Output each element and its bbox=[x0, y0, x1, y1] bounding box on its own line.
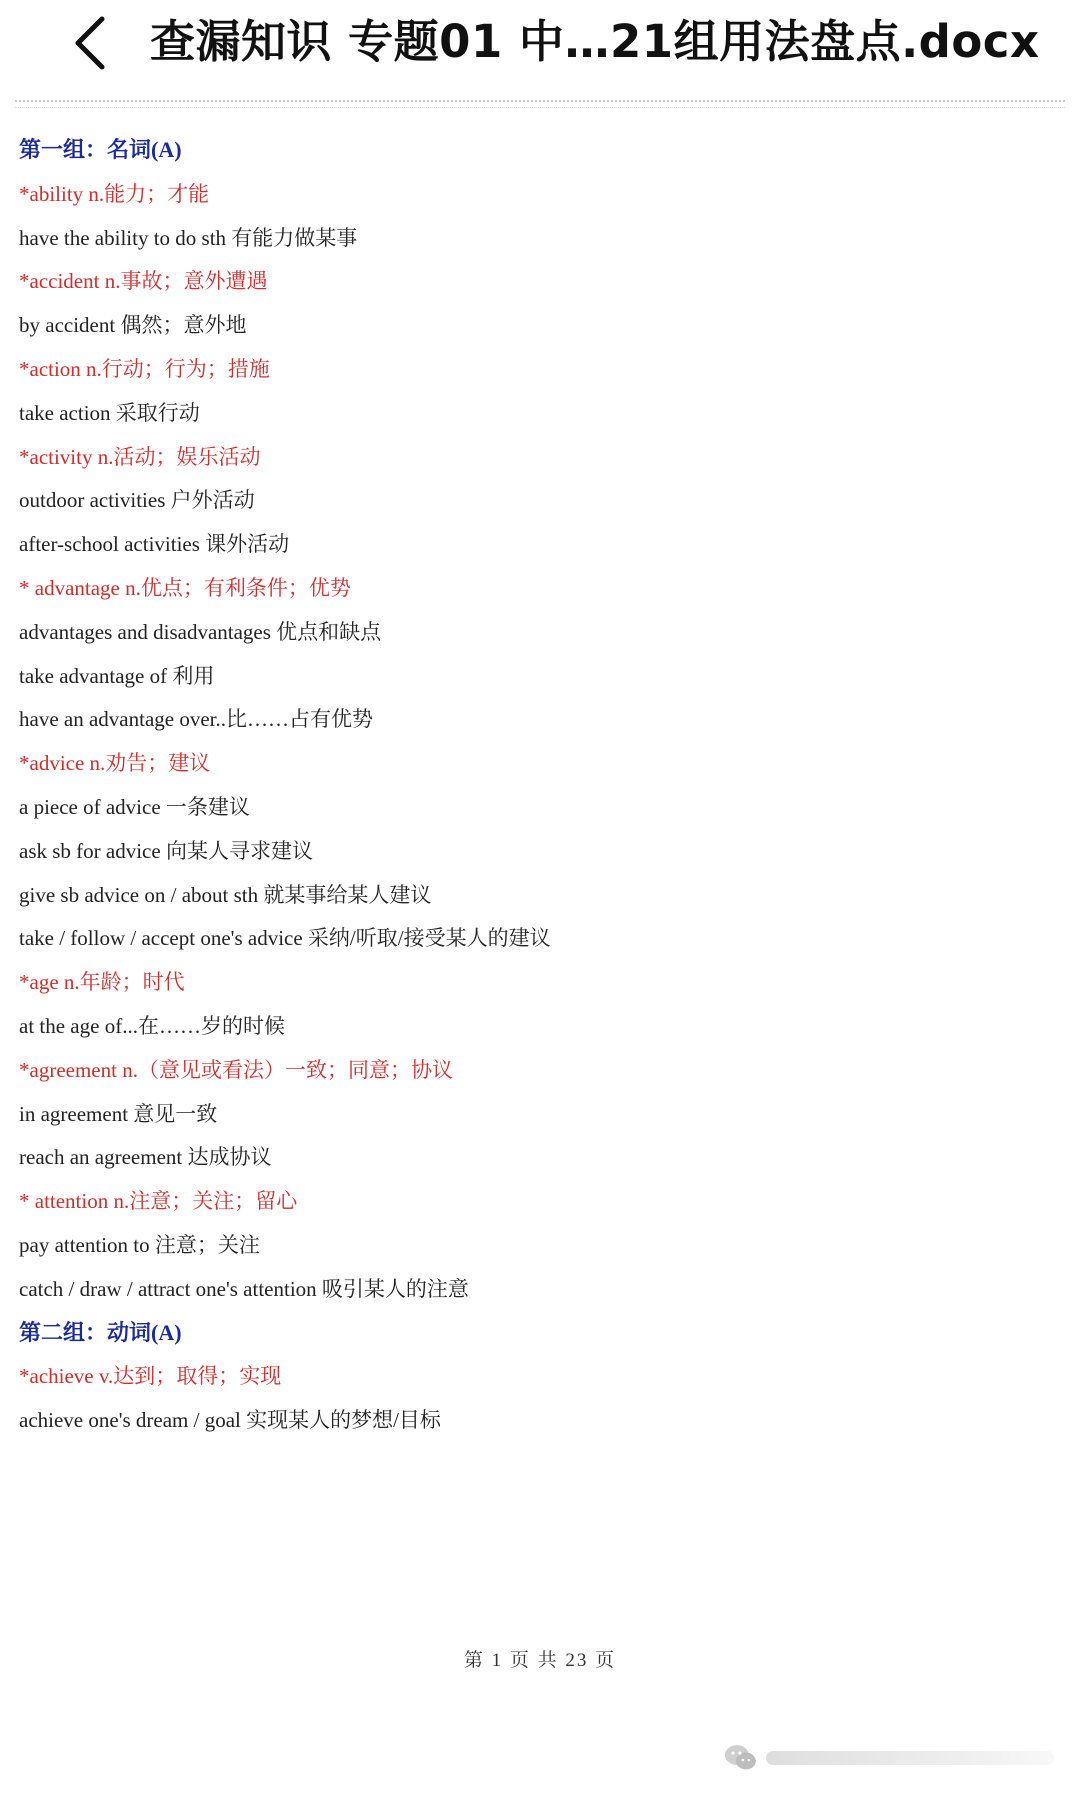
usage-line: give sb advice on / about sth 就某事给某人建议 bbox=[19, 883, 432, 907]
vocab-entry: *ability n.能力；才能 bbox=[19, 182, 210, 206]
vocab-entry: * attention n.注意；关注；留心 bbox=[19, 1189, 298, 1213]
vocab-entry: * advantage n.优点；有利条件；优势 bbox=[19, 576, 351, 600]
usage-line: at the age of...在……岁的时候 bbox=[19, 1014, 285, 1038]
usage-line: take action 采取行动 bbox=[19, 401, 200, 425]
vocab-entry: *agreement n.（意见或看法）一致；同意；协议 bbox=[19, 1058, 453, 1082]
vocab-entry: *accident n.事故；意外遭遇 bbox=[19, 269, 268, 293]
back-button[interactable] bbox=[60, 8, 120, 78]
usage-line: in agreement 意见一致 bbox=[19, 1102, 218, 1126]
vocab-entry: *action n.行动；行为；措施 bbox=[19, 357, 270, 381]
watermark-account-name bbox=[766, 1751, 1054, 1765]
usage-line: pay attention to 注意；关注 bbox=[19, 1233, 260, 1257]
chevron-left-icon bbox=[70, 13, 110, 73]
nav-bar bbox=[0, 0, 1080, 100]
usage-line: after-school activities 课外活动 bbox=[19, 532, 290, 556]
usage-line: a piece of advice 一条建议 bbox=[19, 795, 250, 819]
section-heading: 第二组：动词(A) bbox=[19, 1320, 182, 1345]
header-divider bbox=[15, 100, 1065, 108]
usage-line: reach an agreement 达成协议 bbox=[19, 1145, 272, 1169]
vocab-entry: *age n.年龄；时代 bbox=[19, 970, 185, 994]
usage-line: take advantage of 利用 bbox=[19, 664, 215, 688]
usage-line: have an advantage over..比……占有优势 bbox=[19, 707, 373, 731]
usage-line: achieve one's dream / goal 实现某人的梦想/目标 bbox=[19, 1408, 441, 1432]
vocab-entry: *achieve v.达到；取得；实现 bbox=[19, 1364, 282, 1388]
watermark bbox=[724, 1740, 1054, 1776]
usage-line: have the ability to do sth 有能力做某事 bbox=[19, 226, 358, 250]
usage-line: ask sb for advice 向某人寻求建议 bbox=[19, 839, 313, 863]
vocab-entry: *activity n.活动；娱乐活动 bbox=[19, 445, 261, 469]
document-title: 查漏知识 专题01 中…21组用法盘点.docx bbox=[150, 15, 1040, 68]
usage-line: by accident 偶然；意外地 bbox=[19, 313, 247, 337]
usage-line: catch / draw / attract one's attention 吸引某人的注意 bbox=[19, 1277, 469, 1301]
wechat-icon bbox=[724, 1743, 758, 1773]
usage-line: outdoor activities 户外活动 bbox=[19, 488, 255, 512]
page-number: 第 1 页 共 23 页 bbox=[463, 1650, 617, 1671]
usage-line: take / follow / accept one's advice 采纳/听取/接受某人的建议 bbox=[19, 926, 551, 950]
usage-line: advantages and disadvantages 优点和缺点 bbox=[19, 620, 382, 644]
vocab-entry: *advice n.劝告；建议 bbox=[19, 751, 211, 775]
section-heading: 第一组：名词(A) bbox=[19, 137, 182, 162]
